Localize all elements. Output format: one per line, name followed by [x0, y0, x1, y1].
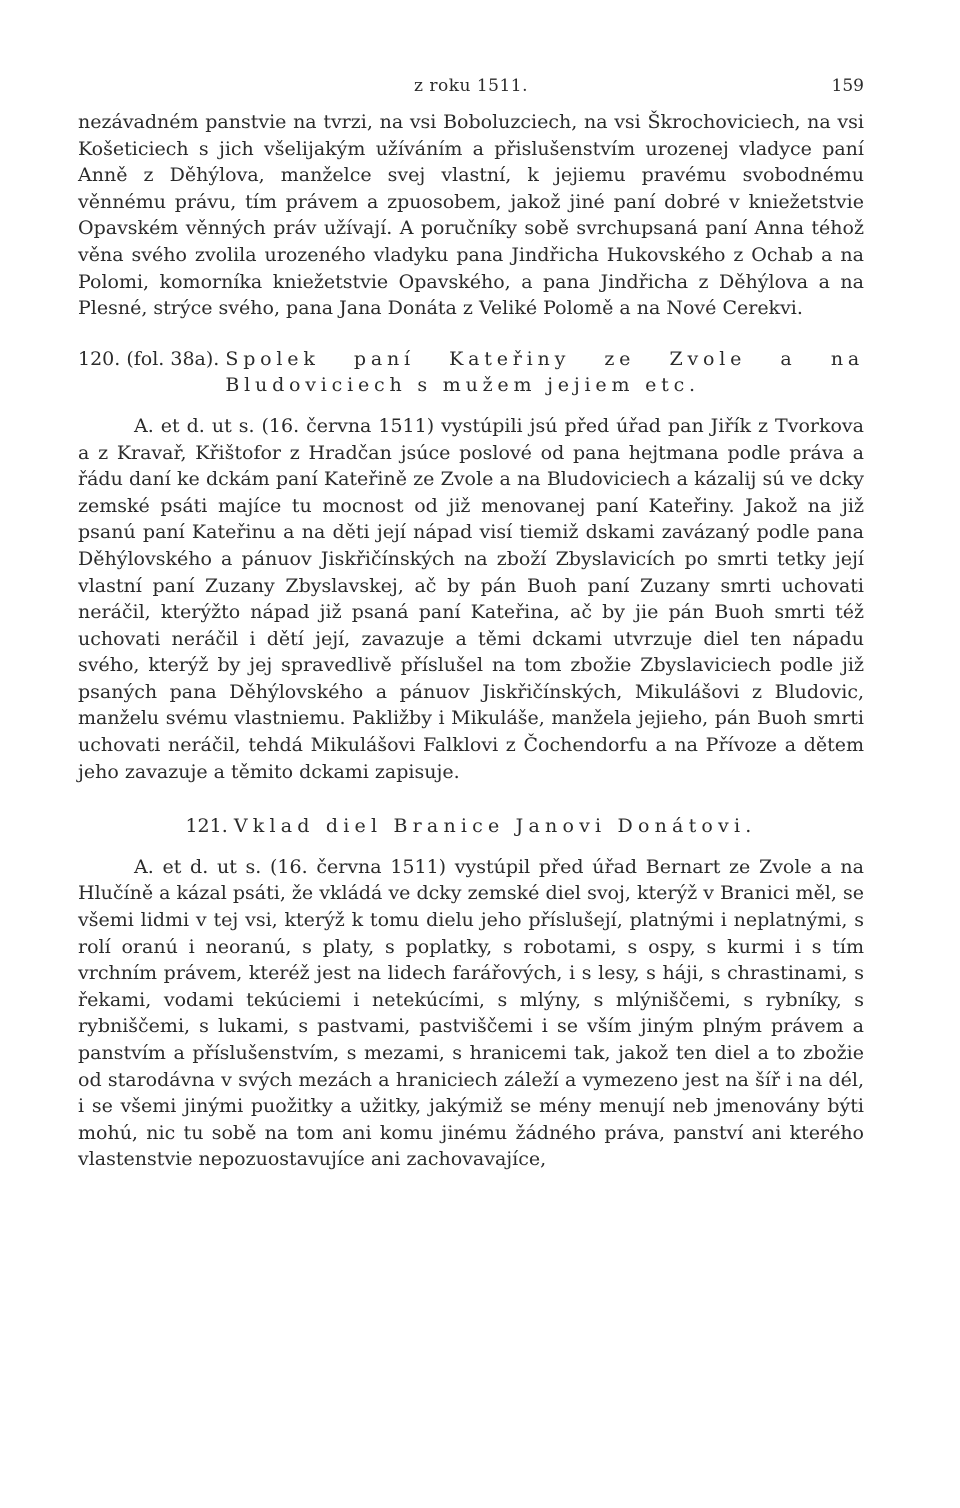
paragraph-intro: nezávadném panstvie na tvrzi, na vsi Boboluzciech, na vsi Škrochoviciech, na vsi Košeticiech s jich všelijakým užíváním a přislušenstvím urozenej vladyce paní Anně z Děhýlova, manželce svej vlastní, k jejiemu pravému svobodnému věnnému právu, tím právem a zpuosobem, jakož jiné paní dobré v kniežetstvie Opavském věnných práv užívají. A poručníky sobě svrchupsaná paní Anna téhož věna svého zvolila urozeného vladyku pana Jindřicha Hukovského z Ochab a na Polomi, komorníka kniežetstvie Opavského, a pana Jindřicha z Děhýlova a na Plesné, strýce svého, pana Jana Donáta z Veliké Polomě a na Nové Cerekvi. [78, 111, 864, 320]
entry-121-text: A. et d. ut s. (16. června 1511) vystúpil před úřad Bernart ze Zvole a na Hlučíně a kázal psáti, že vkládá ve dcky zemské diel svoj, kterýž v Branici měl, se všemi lidmi v tej vsi, kterýž k tomu dielu jeho příslušejí, platnými i neplatnými, s rolí oranú i neoranú, s platy, s poplatky, s robotami, s ospy, s kurmi i s tím vrchním právem, kteréž jest na lidech farářových, i s lesy, s háji, s chrastinami, s řekami, vodami tekúciemi i netekúcími, s mlýny, s mlýniščemi, s rybníky, s rybniščemi, s lukami, s pastvami, pastviščemi i se vším jiným plným právem a panstvím a příslušenstvím, s mezami, s hranicemi tak, jakož ten diel a to zbožie od starodávna v svých mezách a hraniciech záleží a vymezeno jest na šíř i na dél, i se všemi jinými puožitky a užitky, jakýmiž se mény menují neb jmenovány býti mohú, nic tu sobě na tom ani komu jinému žádného práva, panství ani kterého vlastenstvie nepozuostavujíce ani zachovavajíce, [78, 855, 864, 1171]
entry-120-heading [78, 346, 864, 399]
page-header [78, 72, 864, 106]
entry-121-number: 121. [185, 815, 234, 838]
document-page [78, 72, 864, 1173]
page-number: 159 [831, 76, 864, 96]
running-head: z roku 1511. [413, 76, 529, 96]
entry-121-title: Vklad diel Branice Janovi Donátovi. [233, 815, 757, 838]
entry-121-heading [78, 813, 864, 840]
entry-120-number: 120. (fol. 38a). [78, 347, 226, 370]
entry-120-text: A. et d. ut s. (16. června 1511) vystúpili jsú před úřad pan Jiřík z Tvorkova a z Kravař, Křištofor z Hradčan jsúce poslové od pana hejtmana podle práva a řádu daní ke dckám paní Kateřině ze Zvole a na Bludoviciech a kázalij sú ve dcky zemské psáti majíce tu mocnost od již menovanej paní Kateřiny. Jakož na již psanú paní Kateřinu a na děti její nápad visí tiemiž dskami zavázaný podle pana Děhýlovského a pánuov Jiskřičínských na zboží Zbyslavicích po smrti tetky její vlastní paní Zuzany Zbyslavskej, ač by pán Buoh paní Zuzany smrti uchovati neráčil, kterýžto nápad již psaná paní Kateřina, ač by jie pán Buoh smrti též uchovati neráčil i dětí její, zavazuje a těmi dckami utvrzuje diel ten nápadu svého, kterýž by jej spravedlivě příslušel na tom zbožie Zbyslaviciech podle již psaných pana Děhýlovského a pánuov Jiskřičínských, Mikulášovi z Bludovic, manželu svému vlastniemu. Pakližby i Mikuláše, manžela jejieho, pán Buoh smrti uchovati neráčil, tehdá Mikulášovi Falklovi z Čochendorfu a na Přívoze a dětem jeho zavazuje a těmito dckami zapisuje. [78, 414, 864, 783]
entry-120-title: Spolek paní Kateřiny ze Zvole a na Bludoviciech s mužem jejiem etc. [225, 347, 864, 397]
